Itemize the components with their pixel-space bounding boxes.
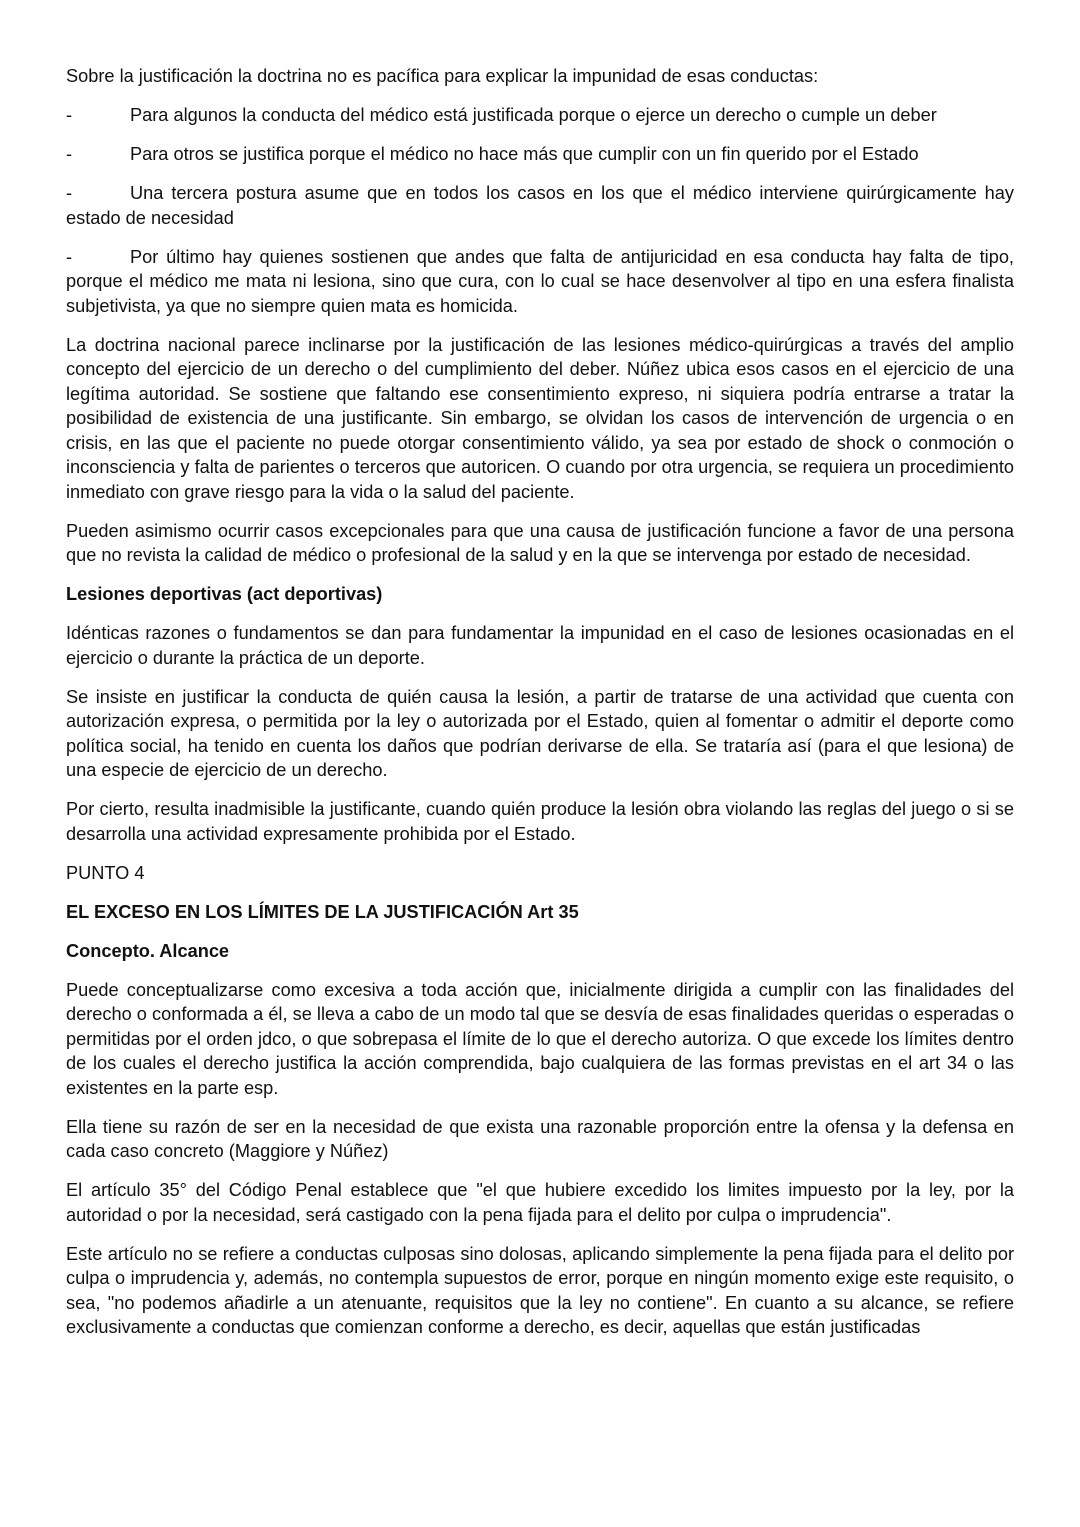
punto-label: PUNTO 4	[66, 862, 145, 883]
list-item	[66, 181, 1014, 230]
heading-lesiones-deportivas: Lesiones deportivas (act deportivas)	[66, 584, 383, 604]
paragraph-articulo-35: El artículo 35° del Código Penal establece que "el que hubiere excedido los limites impuesto por la ley, por la autoridad o por la necesidad, será castigado con la pena fijada para el delito por culpa o imprudencia".	[66, 1180, 1014, 1225]
paragraph-puede-conceptualizarse: Puede conceptualizarse como excesiva a toda acción que, inicialmente dirigida a cumplir con las finalidades del derecho o conformada a él, se lleva a cabo de un modo tal que se desvía de esas finalidades queridas o esperadas o permitidas por el orden jdco, o que sobrepasa el límite de lo que el derecho autoriza. O que excede los límites dentro de los cuales el derecho justifica la acción comprendida, bajo cualquiera de las formas previstas en el art 34 o las existentes en la parte esp.	[66, 979, 1014, 1098]
paragraph-identicas-razones: Idénticas razones o fundamentos se dan para fundamentar la impunidad en el caso de lesiones ocasionadas en el ejercicio o durante la práctica de un deporte.	[66, 623, 1014, 668]
intro-paragraph: Sobre la justificación la doctrina no es pacífica para explicar la impunidad de esas conductas:	[66, 66, 819, 86]
bullet-dash: -	[66, 246, 73, 267]
paragraph-casos-excepcionales: Pueden asimismo ocurrir casos excepcionales para que una causa de justificación funcione a favor de una persona que no revista la calidad de médico o profesional de la salud y en la que se intervenga por estado de necesidad.	[66, 520, 1014, 565]
list-item	[66, 103, 1014, 128]
heading-concepto-alcance: Concepto. Alcance	[66, 940, 230, 961]
list-item-text: Para otros se justifica porque el médico no hace más que cumplir con un fin querido por el Estado	[130, 144, 919, 164]
bullet-dash: -	[66, 183, 73, 203]
heading-exceso: EL EXCESO EN LOS LÍMITES DE LA JUSTIFICACIÓN Art 35	[66, 901, 579, 922]
bullet-dash: -	[66, 105, 73, 125]
document-page	[66, 64, 1014, 1354]
paragraph-por-cierto: Por cierto, resulta inadmisible la justificante, cuando quién produce la lesión obra violando las reglas del juego o si se desarrolla una actividad expresamente prohibida por el Estado.	[66, 799, 1014, 844]
list-item	[66, 142, 1014, 167]
bullet-dash: -	[66, 144, 73, 164]
list-item-text: Por último hay quienes sostienen que andes que falta de antijuricidad en esa conducta hay falta de tipo, porque el médico me mata ni lesiona, sino que cura, con lo cual se hace desenvolver al tipo en una esfera finalista subjetivista, ya que no siempre quien mata es homicida.	[66, 246, 1014, 316]
list-item-text: Una tercera postura asume que en todos los casos en los que el médico interviene quirúrgicamente hay estado de necesidad	[66, 183, 1014, 228]
paragraph-ella-tiene: Ella tiene su razón de ser en la necesidad de que exista una razonable proporción entre la ofensa y la defensa en cada caso concreto (Maggiore y Núñez)	[66, 1116, 1014, 1161]
paragraph-este-articulo: Este artículo no se refiere a conductas culposas sino dolosas, aplicando simplemente la pena fijada para el delito por culpa o imprudencia y, además, no contempla supuestos de error, porque en ningún momento exige este requisito, o sea, "no podemos añadirle a un atenuante, requisitos que la ley no contiene". En cuanto a su alcance, se refiere exclusivamente a conductas que comienzan conforme a derecho, es decir, aquellas que están justificadas	[66, 1243, 1014, 1337]
paragraph-doctrina-nacional: La doctrina nacional parece inclinarse por la justificación de las lesiones médico-quirúrgicas a través del amplio concepto del ejercicio de un derecho o del cumplimiento del deber. Núñez ubica esos casos en el ejercicio de una legítima autoridad. Se sostiene que faltando ese consentimiento expreso, ni siquiera podría entrarse a tratar la posibilidad de existencia de una justificante. Sin embargo, se olvidan los casos de intervención de urgencia o en crisis, en las que el paciente no puede otorgar consentimiento válido, ya sea por estado de shock o conmoción o inconsciencia y falta de parientes o terceros que autoricen. O cuando por otra urgencia, se requiera un procedimiento inmediato con grave riesgo para la vida o la salud del paciente.	[66, 334, 1014, 502]
list-item-text: Para algunos la conducta del médico está justificada porque o ejerce un derecho o cumple un deber	[130, 105, 937, 125]
list-item	[66, 245, 1014, 319]
paragraph-se-insiste: Se insiste en justificar la conducta de quién causa la lesión, a partir de tratarse de una actividad que cuenta con autorización expresa, o permitida por la ley o autorizada por el Estado, quien al fomentar o admitir el deporte como política social, ha tenido en cuenta los daños que podrían derivarse de ella. Se trataría así (para el que lesiona) de una especie de ejercicio de un derecho.	[66, 686, 1014, 780]
